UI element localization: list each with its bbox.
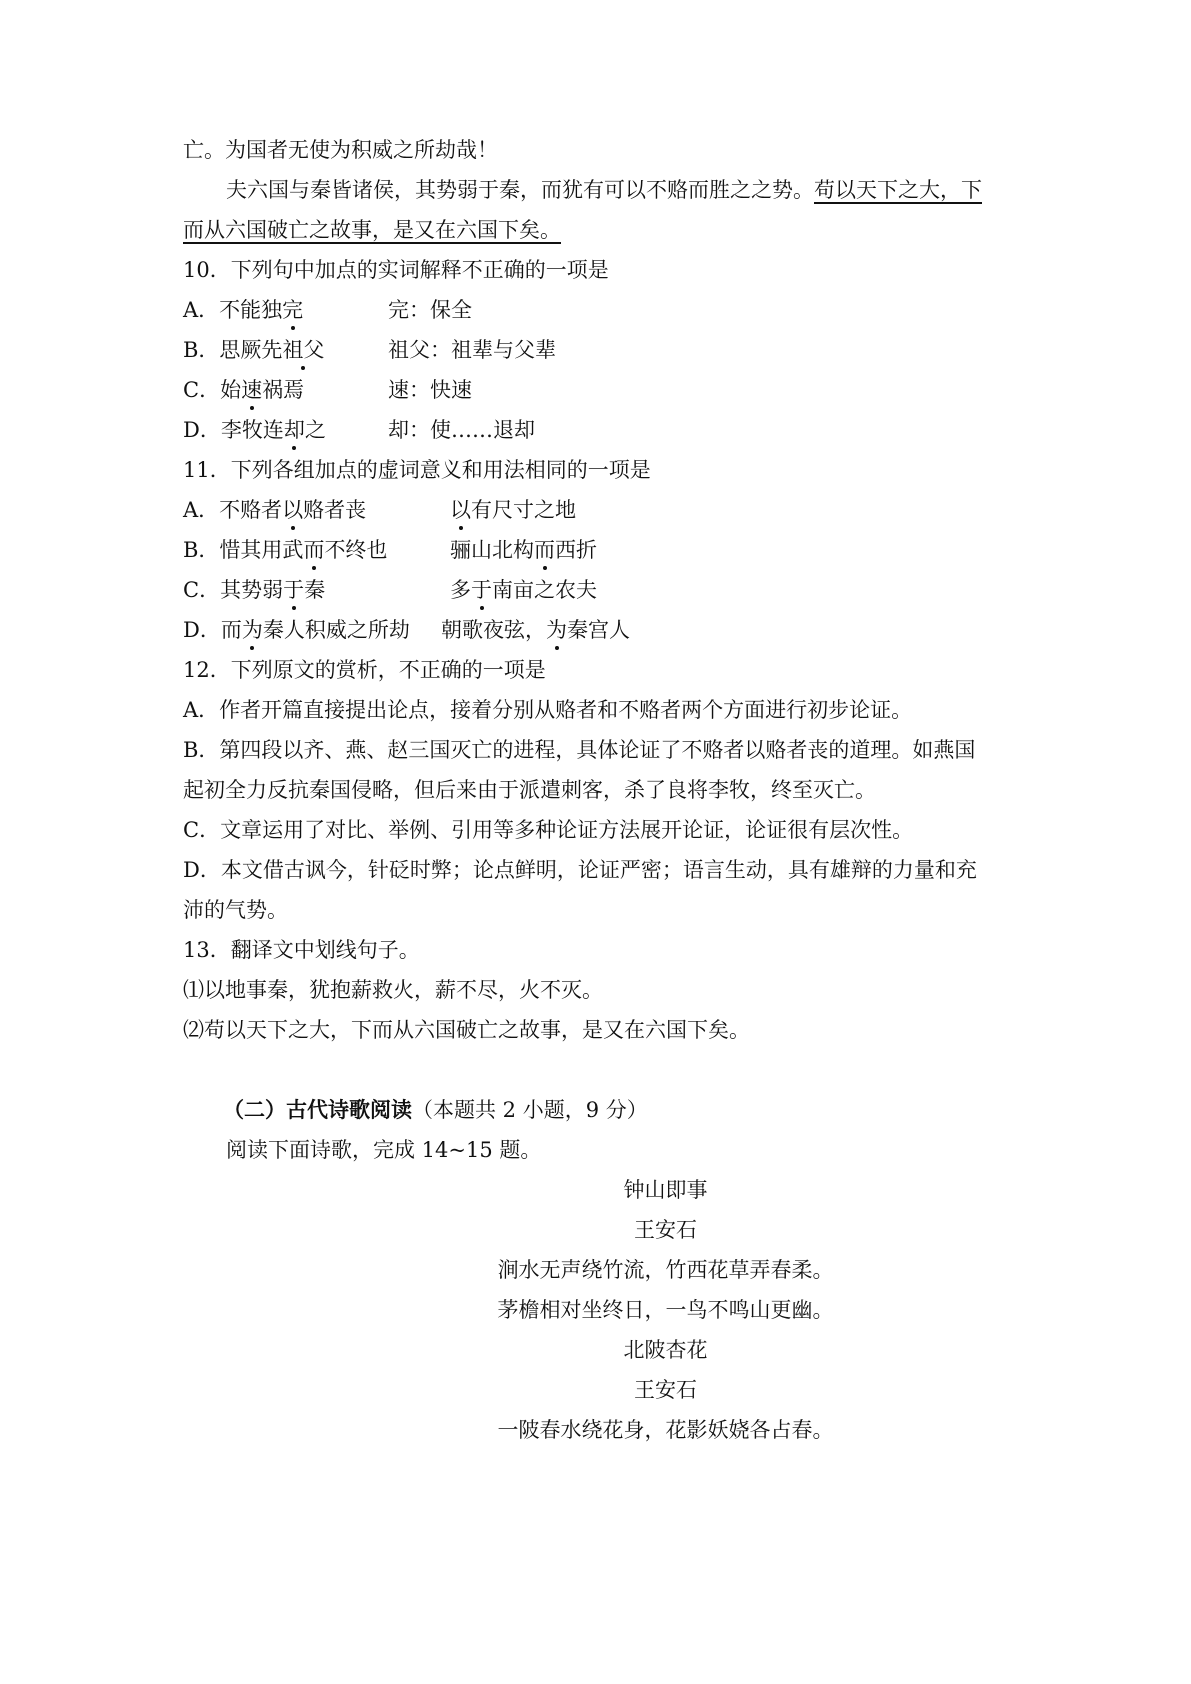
option-text: 秦宫人 (567, 618, 630, 642)
poem-title: 钟山即事 (623, 1178, 708, 1202)
option-text: B．思厥先 (183, 338, 283, 362)
q11-option-d (183, 616, 630, 644)
option-text: 有尺寸之地 (471, 498, 576, 522)
option-text: 西折 (555, 538, 597, 562)
section-note: （本题共 2 小题，9 分） (412, 1098, 648, 1122)
poem-line: 一陂春水绕花身，花影妖娆各占春。 (497, 1418, 834, 1442)
q12-option-b: B．第四段以齐、燕、赵三国灭亡的进程，具体论证了不赂者以赂者丧的道理。如燕国 (183, 738, 976, 762)
poem-line: 涧水无声绕竹流，竹西花草弄春柔。 (497, 1258, 834, 1282)
passage-line: 亡。为国者无使为积威之所劫哉！ (183, 138, 498, 162)
poem-author: 王安石 (634, 1378, 697, 1402)
option-text: C．始 (183, 378, 242, 402)
option-explanation: 却：使……退却 (388, 418, 535, 442)
section-instruction: 阅读下面诗歌，完成 14~15 题。 (226, 1138, 542, 1162)
q10-option-d (183, 416, 535, 444)
q11-option-a (183, 496, 576, 524)
option-text: 不终也 (324, 538, 388, 562)
dotted-word: 却 (283, 418, 305, 442)
question-12-stem: 12．下列原文的赏析，不正确的一项是 (183, 658, 546, 682)
q10-option-c (183, 376, 472, 404)
q12-option-d-cont: 沛的气势。 (183, 898, 288, 922)
q10-option-a (183, 296, 472, 324)
dotted-word: 为 (546, 618, 567, 642)
option-explanation: 完：保全 (388, 298, 472, 322)
option-text: 朝歌夜弦， (441, 618, 546, 642)
q10-option-b (183, 336, 556, 364)
poem-author: 王安石 (634, 1218, 697, 1242)
dotted-word: 祖父 (282, 338, 325, 362)
option-explanation: 祖父：祖辈与父辈 (388, 338, 556, 362)
underlined-sentence: 而从六国破亡之故事，是又在六国下矣。 (183, 218, 561, 242)
option-text: C．其势弱 (183, 578, 284, 602)
option-text: B．惜其用武 (183, 538, 304, 562)
option-text: 秦人积威之所劫 (262, 618, 410, 642)
option-text: A．不能独 (183, 298, 283, 322)
dotted-word: 速 (241, 378, 263, 402)
option-text: 赂者丧 (303, 498, 367, 522)
option-text: 多 (450, 578, 471, 602)
q12-option-c: C．文章运用了对比、举例、引用等多种论证方法展开论证，论证很有层次性。 (183, 818, 914, 842)
dotted-word: 以 (450, 498, 471, 522)
dotted-word: 以 (282, 498, 304, 522)
q13-sentence-2: ⑵苟以天下之大，下而从六国破亡之故事，是又在六国下矣。 (183, 1018, 750, 1042)
dotted-word: 于 (283, 578, 305, 602)
section-title: （二）古代诗歌阅读 (223, 1097, 412, 1122)
q12-option-d: D．本文借古讽今，针砭时弊；论点鲜明，论证严密；语言生动，具有雄辩的力量和充 (183, 858, 977, 882)
option-text: 秦 (304, 578, 326, 602)
q12-option-a: A．作者开篇直接提出论点，接着分别从赂者和不赂者两个方面进行初步论证。 (183, 698, 913, 722)
poem-title: 北陂杏花 (623, 1338, 708, 1362)
passage-line (183, 216, 561, 244)
q11-option-b (183, 536, 597, 564)
question-13-stem: 13．翻译文中划线句子。 (183, 938, 420, 962)
option-text: 祸焉 (262, 378, 305, 402)
underlined-sentence: 苟以天下之大，下 (814, 178, 982, 202)
q11-option-c (183, 576, 597, 604)
option-text: 南亩之农夫 (492, 578, 597, 602)
passage-text: 夫六国与秦皆诸侯，其势弱于秦，而犹有可以不赂而胜之之势。 (226, 178, 814, 202)
dotted-word: 而 (303, 538, 325, 562)
passage-paragraph (226, 176, 982, 204)
option-text: A．不赂者 (183, 498, 283, 522)
option-explanation: 速：快速 (388, 378, 472, 402)
option-text: D．李牧连 (183, 418, 284, 442)
dotted-word: 完 (282, 298, 304, 322)
dotted-word: 为 (241, 618, 263, 642)
option-text: 之 (304, 418, 326, 442)
dotted-word: 于 (471, 578, 492, 602)
question-11-stem: 11．下列各组加点的虚词意义和用法相同的一项是 (183, 458, 651, 482)
section-heading (223, 1096, 648, 1124)
q12-option-b-cont: 起初全力反抗秦国侵略，但后来由于派遣刺客，杀了良将李牧，终至灭亡。 (183, 778, 876, 802)
dotted-word: 而 (534, 538, 555, 562)
poem-line: 茅檐相对坐终日，一鸟不鸣山更幽。 (497, 1298, 834, 1322)
option-text: D．而 (183, 618, 242, 642)
q13-sentence-1: ⑴以地事秦，犹抱薪救火，薪不尽，火不灭。 (183, 978, 603, 1002)
question-10-stem: 10．下列句中加点的实词解释不正确的一项是 (183, 258, 609, 282)
option-text: 骊山北构 (450, 538, 534, 562)
